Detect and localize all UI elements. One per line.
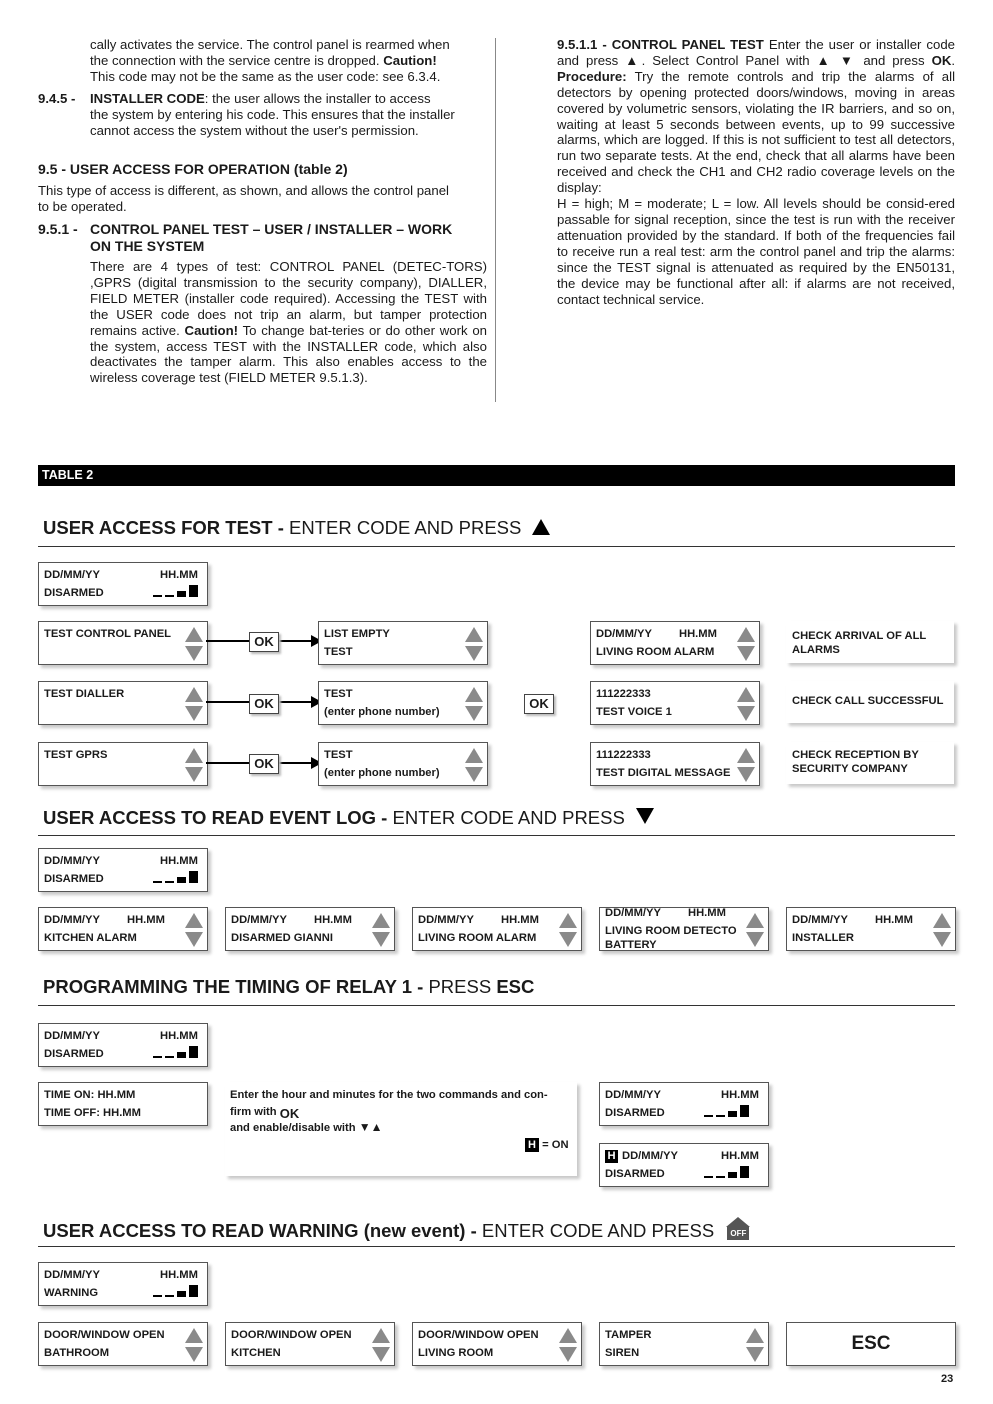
page-number: 23 xyxy=(941,1373,954,1385)
lcd-test-digital: 111222333 TEST DIGITAL MESSAGE xyxy=(590,742,760,786)
down-arrow-icon xyxy=(559,932,577,947)
lcd-warn-living-room: DOOR/WINDOW OPEN LIVING ROOM xyxy=(412,1322,582,1366)
lcd-time-on-off: TIME ON: HH.MM TIME OFF: HH.MM xyxy=(38,1082,208,1126)
lcd-test-control-panel: TEST CONTROL PANEL xyxy=(38,621,208,665)
up-arrow-icon xyxy=(746,913,764,928)
down-arrow-icon xyxy=(746,1347,764,1362)
h-badge: H xyxy=(525,1138,539,1152)
down-arrow-icon xyxy=(372,932,390,947)
signal-bars-icon xyxy=(153,1045,203,1058)
note-check-call: CHECK CALL SUCCESSFUL xyxy=(786,681,954,723)
relay-instruction-note: Enter the hour and minutes for the two commands and con- firm with OK and enable/disable with ▼▲ H = ON xyxy=(225,1082,577,1176)
down-arrow-icon xyxy=(737,646,755,661)
down-arrow-icon xyxy=(372,1347,390,1362)
signal-bars-icon xyxy=(153,584,203,597)
section-rule xyxy=(38,1005,955,1006)
lcd-test-phone-dialler: TEST (enter phone number) xyxy=(318,681,488,725)
signal-bars-icon xyxy=(704,1165,754,1178)
down-arrow-icon xyxy=(465,646,483,661)
lcd-log-living-room-alarm: DD/MM/YY HH.MM LIVING ROOM ALARM xyxy=(412,907,582,951)
up-arrow-icon xyxy=(185,913,203,928)
section-rule xyxy=(38,546,955,547)
intro-paragraph: cally activates the service. The control panel is rearmed when the connection with the service centre is dropped. Caution! This code may not be the same as the user code: see 6.3.4. xyxy=(90,37,450,84)
lcd-idle-display: DD/MM/YY HH.MM DISARMED xyxy=(38,562,208,606)
section-number-945: 9.4.5 - xyxy=(38,91,76,106)
down-arrow-icon xyxy=(465,706,483,721)
up-arrow-icon: ▲ xyxy=(625,52,642,68)
lcd-idle-display: DD/MM/YY HH.MM DISARMED xyxy=(38,848,208,892)
section-951-body: There are 4 types of test: CONTROL PANEL (DETEC-TORS) ,GPRS (digital transmission to the security company), DIALLER, FIELD METER (installer code required). Accessing the TEST with the USER code does not trip an alarm, but tamper protection remains active. Caution! To change bat-teries or do other work on the system, access TEST with the INSTALLER code, which also deactivates the tamper alarm. This also enables access to the wireless coverage test (FIELD METER 9.5.1.3). xyxy=(90,259,487,386)
ok-key-icon: OK xyxy=(524,694,554,714)
section-heading-test: USER ACCESS FOR TEST - ENTER CODE AND PRESS xyxy=(43,517,550,539)
lcd-warn-kitchen: DOOR/WINDOW OPEN KITCHEN xyxy=(225,1322,395,1366)
section-number-951: 9.5.1 - xyxy=(38,221,78,237)
section-heading-warning: USER ACCESS TO READ WARNING (new event) - ENTER CODE AND PRESS OFF xyxy=(43,1217,751,1242)
ok-key-icon: OK xyxy=(249,754,279,774)
up-arrow-icon xyxy=(185,687,203,702)
section-951-title: CONTROL PANEL TEST – USER / INSTALLER – WORK ON THE SYSTEM xyxy=(90,221,453,254)
lcd-warn-tamper-siren: TAMPER SIREN xyxy=(599,1322,769,1366)
down-arrow-icon xyxy=(737,706,755,721)
up-triangle-icon xyxy=(532,519,550,535)
up-arrow-icon xyxy=(737,687,755,702)
up-arrow-icon xyxy=(185,748,203,763)
up-arrow-icon xyxy=(372,1328,390,1343)
h-badge: H xyxy=(605,1150,618,1163)
section-rule xyxy=(38,835,955,836)
lcd-log-disarmed-gianni: DD/MM/YY HH.MM DISARMED GIANNI xyxy=(225,907,395,951)
down-triangle-icon xyxy=(636,808,654,824)
down-arrow-icon xyxy=(559,1347,577,1362)
up-arrow-icon xyxy=(737,748,755,763)
esc-key-box: ESC xyxy=(786,1322,956,1366)
up-arrow-icon xyxy=(465,748,483,763)
section-9511-body: 9.5.1.1 - CONTROL PANEL TEST Enter the user or installer code and press ▲. Select Control Panel with ▲ ▼ and press OK. Procedure: Try the remote controls and trip the alarms of all detectors by opening protected doors/windows, moving in areas covered by volumetric sensors, violating the IR barriers, and so on, waiting at least 5 seconds between events, up to 99 successive alarms, which are logged. If this is not sufficient to test all detectors, run two separate tests. At the end, check that all alarms have been received and check the CH1 and CH2 radio coverage levels on the display: H = high; M = moderate; L = low. All levels should be consid-ered passable for signal reception, since the test is run with the receiver attenuation provided by the standard. If both of the frequencies fail to receive run a real test: arm the control panel and trip the alarms: since the TEST signal is attenuated as required by the EN50131, the device may be functional after all: if alarms are not received, contact technical service. xyxy=(557,37,956,307)
table-label-bar: TABLE 2 xyxy=(38,465,955,486)
lcd-relay-disarmed-h: H DD/MM/YY HH.MM DISARMED xyxy=(599,1143,769,1187)
up-arrow-icon xyxy=(737,627,755,642)
down-arrow-icon xyxy=(185,932,203,947)
up-arrow-icon xyxy=(372,913,390,928)
lcd-test-voice: 111222333 TEST VOICE 1 xyxy=(590,681,760,725)
up-down-arrows-icon: ▲ ▼ xyxy=(816,52,857,68)
note-check-arrival: CHECK ARRIVAL OF ALL ALARMS xyxy=(786,621,954,663)
down-arrow-icon xyxy=(746,932,764,947)
up-arrow-icon xyxy=(559,913,577,928)
signal-bars-icon xyxy=(153,1284,203,1297)
down-arrow-icon xyxy=(465,767,483,782)
lcd-test-phone-gprs: TEST (enter phone number) xyxy=(318,742,488,786)
section-945-text: INSTALLER CODE: the user allows the installer to access the system by entering his code. This ensures that the installer cannot access the system without the user's permission. xyxy=(90,91,455,138)
lcd-warn-bathroom: DOOR/WINDOW OPEN BATHROOM xyxy=(38,1322,208,1366)
up-arrow-icon xyxy=(559,1328,577,1343)
section-heading-relay: PROGRAMMING THE TIMING OF RELAY 1 - PRESS ESC xyxy=(43,976,535,997)
down-arrow-icon xyxy=(185,1347,203,1362)
lcd-warning-display: DD/MM/YY HH.MM WARNING xyxy=(38,1262,208,1306)
up-arrow-icon xyxy=(185,627,203,642)
ok-key-icon: OK xyxy=(249,632,279,652)
section-heading-log: USER ACCESS TO READ EVENT LOG - ENTER CODE AND PRESS xyxy=(43,807,654,829)
down-arrow-icon xyxy=(737,767,755,782)
up-arrow-icon xyxy=(933,913,951,928)
section-rule xyxy=(38,1246,955,1247)
up-arrow-icon xyxy=(465,687,483,702)
lcd-living-room-alarm: DD/MM/YY HH.MM LIVING ROOM ALARM xyxy=(590,621,760,665)
up-arrow-icon xyxy=(465,627,483,642)
column-divider xyxy=(495,38,496,402)
down-arrow-icon xyxy=(933,932,951,947)
lcd-log-installer: DD/MM/YY HH.MM INSTALLER xyxy=(786,907,956,951)
house-off-icon: OFF xyxy=(725,1217,751,1241)
up-arrow-icon xyxy=(185,1328,203,1343)
lcd-relay-disarmed: DD/MM/YY HH.MM DISARMED xyxy=(599,1082,769,1126)
ok-key-icon: OK xyxy=(249,694,279,714)
section-95-title: 9.5 - USER ACCESS FOR OPERATION (table 2) xyxy=(38,161,348,177)
lcd-test-gprs: TEST GPRS xyxy=(38,742,208,786)
signal-bars-icon xyxy=(704,1104,754,1117)
section-95-text: This type of access is different, as shown, and allows the control panel to be operated. xyxy=(38,183,449,214)
signal-bars-icon xyxy=(153,870,203,883)
lcd-idle-display: DD/MM/YY HH.MM DISARMED xyxy=(38,1023,208,1067)
lcd-log-detector-battery: DD/MM/YY HH.MM LIVING ROOM DETECTO BATTERY xyxy=(599,907,769,951)
lcd-test-dialler: TEST DIALLER xyxy=(38,681,208,725)
lcd-list-empty: LIST EMPTY TEST xyxy=(318,621,488,665)
note-check-reception: CHECK RECEPTION BY SECURITY COMPANY xyxy=(786,742,954,784)
down-arrow-icon xyxy=(185,646,203,661)
down-up-arrows-icon: ▼▲ xyxy=(358,1120,383,1134)
down-arrow-icon xyxy=(185,767,203,782)
up-arrow-icon xyxy=(746,1328,764,1343)
lcd-log-kitchen-alarm: DD/MM/YY HH.MM KITCHEN ALARM xyxy=(38,907,208,951)
down-arrow-icon xyxy=(185,706,203,721)
